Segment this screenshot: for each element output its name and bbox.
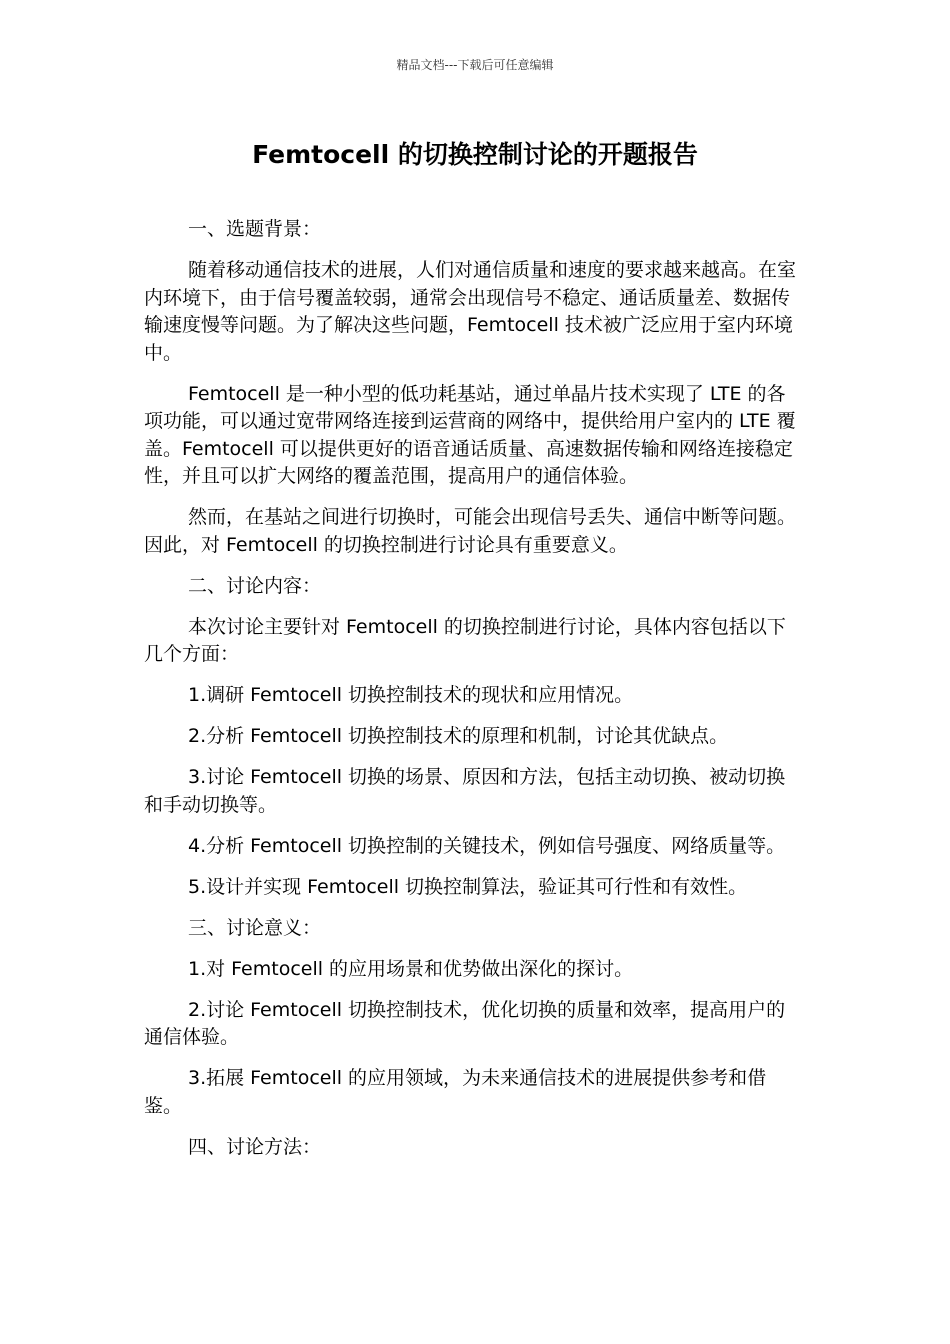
list-item: 3.拓展 Femtocell 的应用领域，为未来通信技术的进展提供参考和借鉴。	[144, 1067, 767, 1117]
paragraph: 然而，在基站之间进行切换时，可能会出现信号丢失、通信中断等问题。因此，对 Femtocell 的切换控制进行讨论具有重要意义。	[144, 506, 797, 556]
section-heading-background: 一、选题背景：	[188, 218, 322, 240]
list-item: 4.分析 Femtocell 切换控制的关键技术，例如信号强度、网络质量等。	[188, 834, 786, 857]
list-item: 2.讨论 Femtocell 切换控制技术，优化切换的质量和效率，提高用户的通信体验。	[144, 998, 786, 1048]
header-note: 精品文档---下载后可任意编辑	[396, 58, 554, 72]
list-item: 3.讨论 Femtocell 切换的场景、原因和方法，包括主动切换、被动切换和手动切换等。	[144, 766, 786, 816]
list-item: 2.分析 Femtocell 切换控制技术的原理和机制，讨论其优缺点。	[188, 725, 729, 747]
section-heading-methods: 四、讨论方法：	[188, 1135, 322, 1158]
section-heading-significance: 三、讨论意义：	[188, 916, 322, 939]
list-item: 1.调研 Femtocell 切换控制技术的现状和应用情况。	[188, 684, 634, 706]
document-title: Femtocell 的切换控制讨论的开题报告	[252, 140, 698, 169]
paragraph: 本次讨论主要针对 Femtocell 的切换控制进行讨论，具体内容包括以下几个方面：	[144, 615, 786, 665]
document-body	[144, 216, 802, 1175]
paragraph: Femtocell 是一种小型的低功耗基站，通过单晶片技术实现了 LTE 的各项功能，可以通过宽带网络连接到运营商的网络中，提供给用户室内的 LTE 覆盖。Femtocell 可以提供更好的语音通话质量、高速数据传输和网络连接稳定性，并且可以扩大网络的覆盖范围，提高用户的通信体验。	[144, 382, 796, 487]
list-item: 1.对 Femtocell 的应用场景和优势做出深化的探讨。	[188, 957, 634, 980]
list-item: 5.设计并实现 Femtocell 切换控制算法，验证其可行性和有效性。	[188, 875, 748, 898]
paragraph: 随着移动通信技术的进展，人们对通信质量和速度的要求越来越高。在室内环境下，由于信号覆盖较弱，通常会出现信号不稳定、通话质量差、数据传输速度慢等问题。为了解决这些问题，Femtocell 技术被广泛应用于室内环境中。	[144, 259, 797, 364]
section-heading-content: 二、讨论内容：	[188, 574, 322, 597]
